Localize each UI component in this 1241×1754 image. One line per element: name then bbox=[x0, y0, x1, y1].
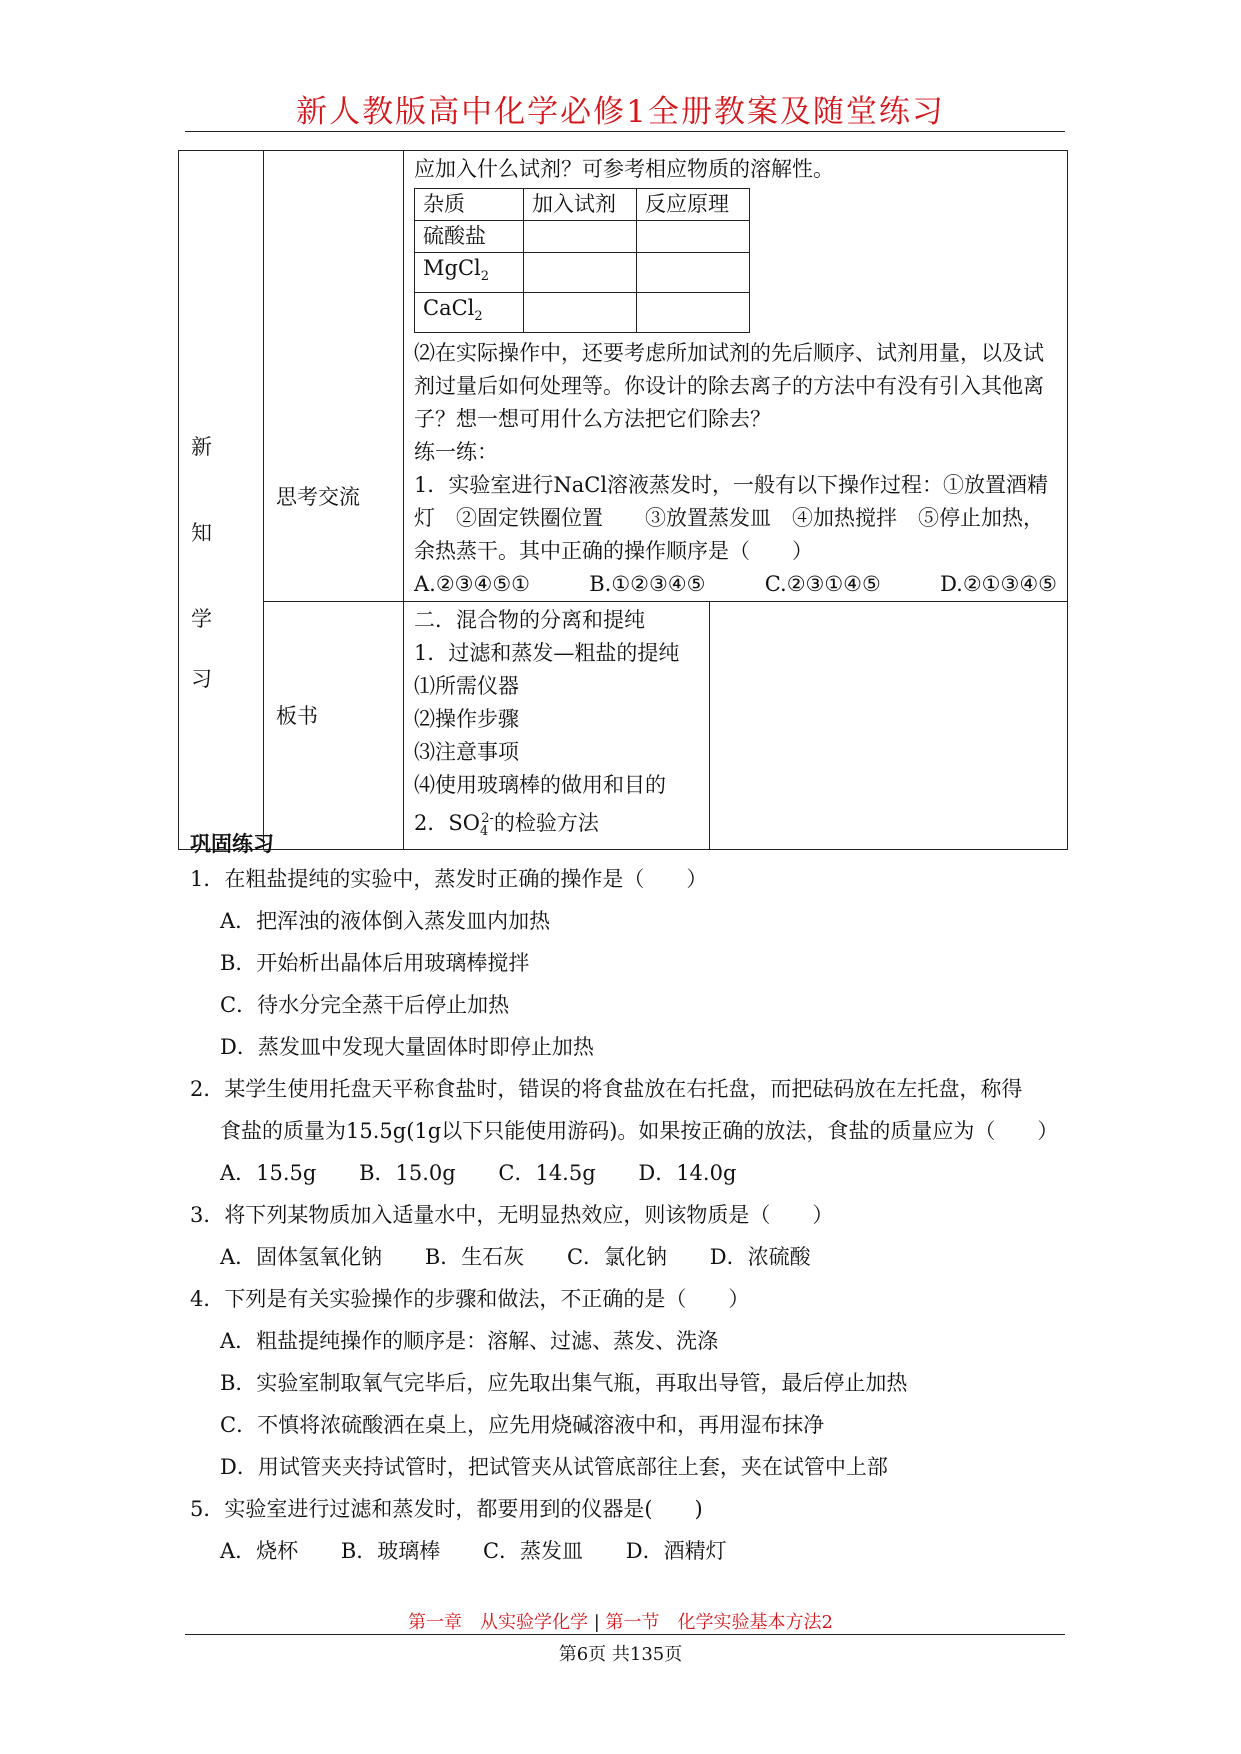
question-options-row bbox=[220, 1236, 1070, 1278]
question-stem-cont: 食盐的质量为15.5g(1g以下只能使用游码)。如果按正确的放法，食盐的质量应为（ ） bbox=[220, 1119, 1059, 1143]
section-char: 习 bbox=[191, 667, 212, 691]
empty-right-cell bbox=[710, 602, 1067, 848]
question-stem: 3．将下列某物质加入适量水中，无明显热效应，则该物质是（ ） bbox=[190, 1203, 834, 1227]
question-option: A．粗盐提纯操作的顺序是：溶解、过滤、蒸发、洗涤 bbox=[220, 1329, 719, 1353]
board-line: ⑴所需仪器 bbox=[414, 674, 519, 699]
footer-chapter-line bbox=[0, 1608, 1241, 1634]
empty-cell bbox=[637, 293, 750, 333]
question-stem: 2．某学生使用托盘天平称食盐时，错误的将食盐放在右托盘，而把砝码放在左托盘，称得 bbox=[190, 1077, 1023, 1101]
row-label-cell bbox=[264, 151, 404, 602]
section-column bbox=[179, 151, 264, 850]
footer-separator: | bbox=[593, 1612, 600, 1633]
question-option: D．用试管夹夹持试管时，把试管夹从试管底部往上套，夹在试管中上部 bbox=[220, 1455, 888, 1479]
empty-cell bbox=[524, 293, 637, 333]
question-option: D．14.0g bbox=[638, 1161, 737, 1185]
header-title: 新人教版高中化学必修1全册教案及随堂练习 bbox=[296, 94, 945, 130]
content-cell bbox=[404, 151, 1068, 602]
row-label-cell bbox=[264, 602, 404, 849]
question-option: C．蒸发皿 bbox=[482, 1539, 584, 1563]
question-option: B．15.0g bbox=[359, 1161, 456, 1185]
section-char: 学 bbox=[191, 607, 212, 631]
intro-text: 应加入什么试剂？可参考相应物质的溶解性。 bbox=[414, 157, 834, 181]
footer-divider bbox=[185, 1634, 1065, 1635]
question-stem: 1．在粗盐提纯的实验中，蒸发时正确的操作是（ ） bbox=[190, 867, 708, 891]
option: C.②③①④⑤ bbox=[764, 572, 881, 597]
board-notes bbox=[404, 602, 710, 848]
question-options-row bbox=[220, 1530, 1070, 1572]
question-option: D．蒸发皿中发现大量固体时即停止加热 bbox=[220, 1035, 594, 1059]
question-option: B．开始析出晶体后用玻璃棒搅拌 bbox=[220, 951, 530, 975]
board-line: ⑵操作步骤 bbox=[414, 707, 519, 732]
question-options-row bbox=[220, 1152, 1070, 1194]
section-char: 新 bbox=[191, 435, 212, 459]
formula-sub: 2 bbox=[474, 309, 483, 325]
impurity-cell: 硫酸盐 bbox=[415, 221, 524, 253]
impurity-cell bbox=[415, 293, 524, 333]
question-option: D．酒精灯 bbox=[625, 1539, 727, 1563]
board-line: 1．过滤和蒸发—粗盐的提纯 bbox=[414, 641, 680, 666]
practice-label: 练一练： bbox=[414, 440, 498, 465]
option: B.①②③④⑤ bbox=[589, 572, 706, 597]
exercise-list bbox=[190, 858, 1070, 1572]
board-line: ⑶注意事项 bbox=[414, 740, 519, 765]
formula-base: MgCl bbox=[423, 256, 481, 280]
reagent-table bbox=[414, 188, 750, 333]
section-char: 知 bbox=[191, 521, 212, 545]
header-divider bbox=[185, 131, 1065, 132]
inner-header: 反应原理 bbox=[637, 189, 750, 221]
page-number: 第6页 共135页 bbox=[558, 1644, 683, 1665]
question-option: C．氯化钠 bbox=[566, 1245, 668, 1269]
empty-cell bbox=[637, 253, 750, 293]
question-option: C．不慎将浓硫酸洒在桌上，应先用烧碱溶液中和，再用湿布抹净 bbox=[220, 1413, 825, 1437]
empty-cell bbox=[524, 253, 637, 293]
question-option: A．固体氢氧化钠 bbox=[220, 1245, 383, 1269]
option: A.②③④⑤① bbox=[414, 572, 530, 597]
text-part: 2．SO bbox=[414, 811, 480, 836]
question-option: B．生石灰 bbox=[424, 1245, 525, 1269]
question-option: C．14.5g bbox=[498, 1161, 596, 1185]
option: D.②①③④⑤ bbox=[940, 572, 1057, 597]
question-option: A．烧杯 bbox=[220, 1539, 299, 1563]
practice-options bbox=[414, 568, 1061, 601]
inner-header: 加入试剂 bbox=[524, 189, 637, 221]
question-option: A．15.5g bbox=[220, 1161, 317, 1185]
board-line: ⑷使用玻璃棒的做用和目的 bbox=[414, 773, 666, 798]
text-part: 的检验方法 bbox=[493, 811, 599, 836]
paragraph: ⑵在实际操作中，还要考虑所加试剂的先后顺序、试剂用量，以及试剂过量后如何处理等。你设计的除去离子的方法中有没有引入其他离子？想一想可用什么方法把它们除去？ bbox=[414, 341, 1044, 432]
exercises-title: 巩固练习 bbox=[190, 832, 274, 856]
inner-header: 杂质 bbox=[415, 189, 524, 221]
impurity-cell bbox=[415, 253, 524, 293]
formula-sub: 2 bbox=[480, 269, 490, 285]
formula-sup: 2- bbox=[481, 811, 494, 827]
question-stem: 4．下列是有关实验操作的步骤和做法，不正确的是（ ） bbox=[190, 1287, 750, 1311]
formula-base: CaCl bbox=[423, 296, 475, 321]
question-option: C．待水分完全蒸干后停止加热 bbox=[220, 993, 510, 1017]
formula-sub: 4 bbox=[479, 824, 489, 840]
question-option: D．浓硫酸 bbox=[709, 1245, 811, 1269]
question-option: B．玻璃棒 bbox=[340, 1539, 441, 1563]
footer-section: 第一节 化学实验基本方法2 bbox=[605, 1612, 833, 1633]
empty-cell bbox=[524, 221, 637, 253]
question-option: A．把浑浊的液体倒入蒸发皿内加热 bbox=[220, 909, 551, 933]
footer-chapter: 第一章 从实验学化学 bbox=[408, 1612, 588, 1633]
board-line bbox=[414, 802, 709, 848]
practice-question: 1．实验室进行NaCl溶液蒸发时，一般有以下操作过程：①放置酒精灯 ②固定铁圈位置 ③放置蒸发皿 ④加热搅拌 ⑤停止加热，余热蒸干。其中正确的操作顺序是（ ） bbox=[414, 473, 1049, 564]
content-cell bbox=[404, 602, 1068, 849]
empty-cell bbox=[637, 221, 750, 253]
row-label: 思考交流 bbox=[276, 485, 360, 509]
question-stem: 5．实验室进行过滤和蒸发时，都要用到的仪器是( ) bbox=[190, 1497, 703, 1521]
board-line: 二．混合物的分离和提纯 bbox=[414, 608, 645, 633]
question-option: B．实验室制取氧气完毕后，应先取出集气瓶，再取出导管，最后停止加热 bbox=[220, 1371, 908, 1395]
lesson-table bbox=[178, 150, 1068, 850]
row-label: 板书 bbox=[276, 704, 318, 729]
